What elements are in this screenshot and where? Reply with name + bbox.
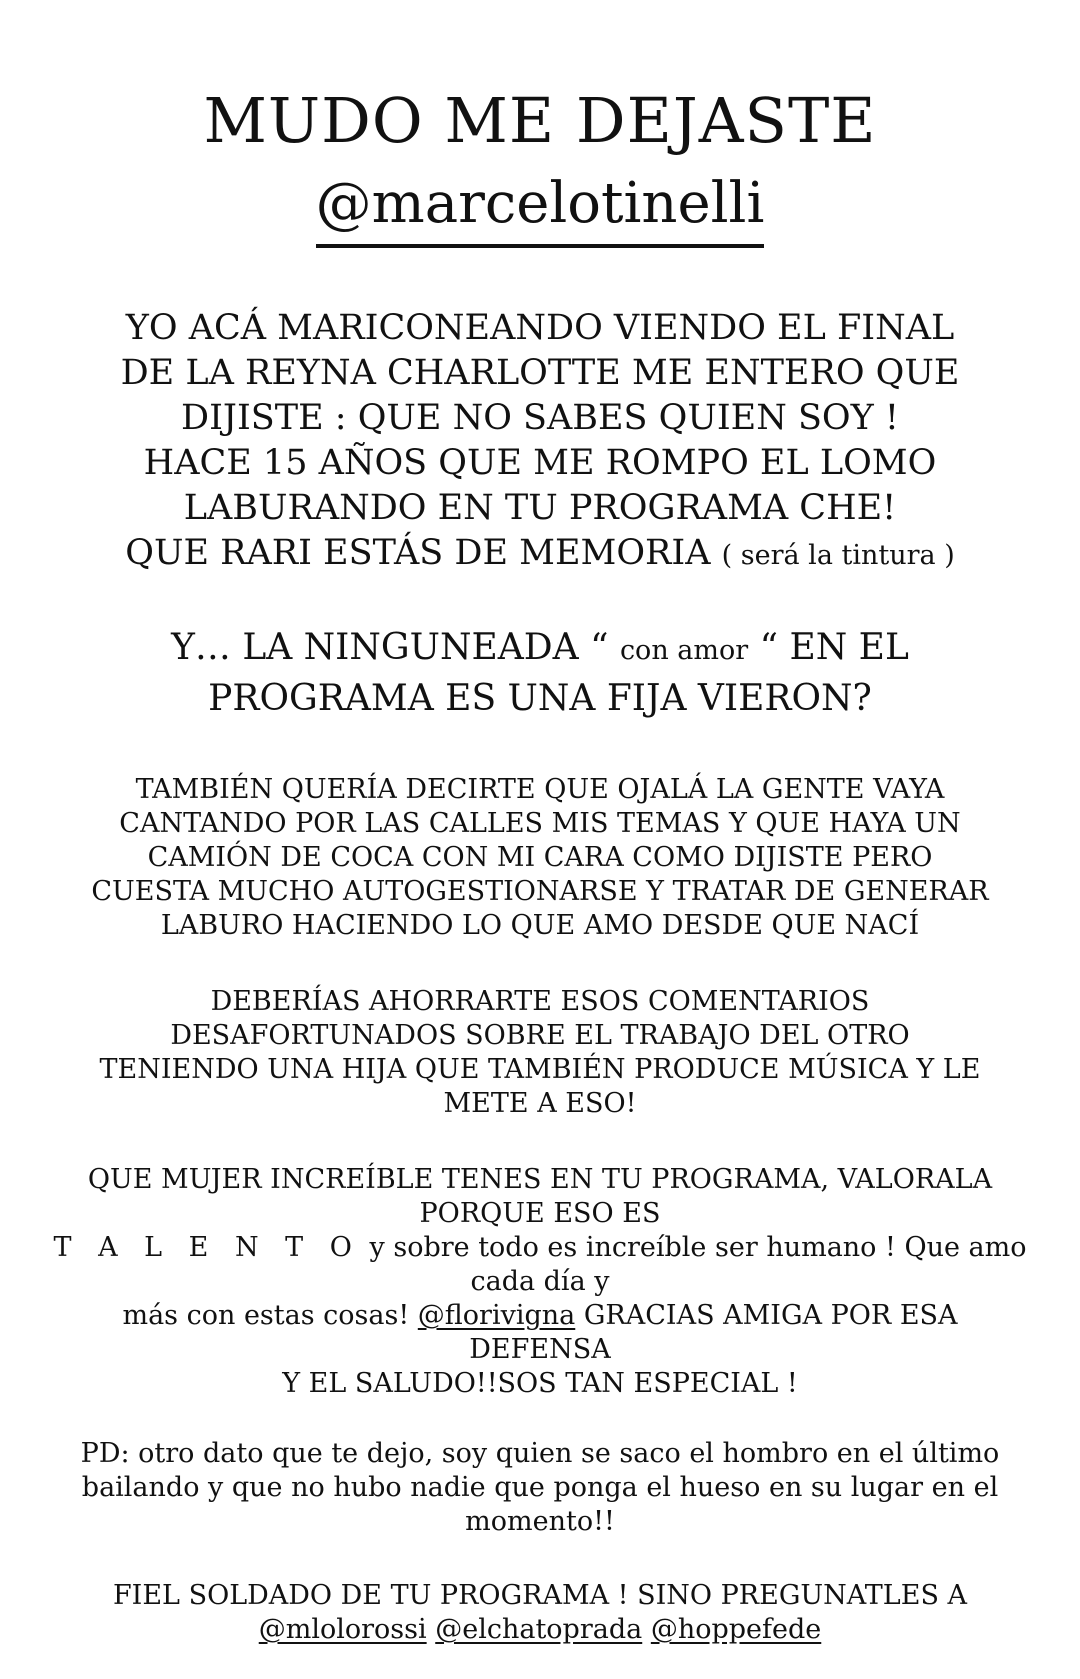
mention-mlolorossi[interactable]: @mlolorossi <box>258 1614 427 1645</box>
text-line: YO ACÁ MARICONEANDO VIENDO EL FINAL <box>125 308 955 348</box>
text-line: DEBERÍAS AHORRARTE ESOS COMENTARIOS <box>210 986 870 1017</box>
text-line: METE A ESO! <box>443 1088 637 1119</box>
text-fragment: más con estas cosas! <box>122 1300 418 1331</box>
paragraph-ninguneada <box>40 624 1040 723</box>
text-line: QUE MUJER INCREÍBLE TENES EN TU PROGRAMA, VALORALA <box>87 1164 993 1195</box>
paragraph-deberias <box>80 985 1000 1121</box>
text-line: CAMIÓN DE COCA CON MI CARA COMO DIJISTE PERO <box>147 842 933 873</box>
text-line: LABURANDO EN TU PROGRAMA CHE! <box>183 488 897 528</box>
text-line: PROGRAMA ES UNA FIJA VIERON? <box>208 678 872 719</box>
paragraph-tambien <box>60 773 1020 943</box>
text-line <box>40 531 1040 578</box>
text-line: DIJISTE : QUE NO SABES QUIEN SOY ! <box>181 398 899 438</box>
text-line: FIEL SOLDADO DE TU PROGRAMA ! SINO PREGUNATLES A <box>112 1580 968 1611</box>
text-fragment: y sobre todo es increíble ser humano ! Que amo cada día y <box>360 1232 1027 1297</box>
text-line: TAMBIÉN QUERÍA DECIRTE QUE OJALÁ LA GENTE VAYA <box>135 774 945 805</box>
text-line: bailando y que no hubo nadie que ponga el hueso en su lugar en el <box>81 1472 999 1503</box>
text-line: momento!! <box>465 1506 615 1537</box>
text-fragment: GRACIAS AMIGA POR ESA DEFENSA <box>469 1300 958 1365</box>
mentions-line <box>40 1613 1040 1647</box>
text-line <box>50 1299 1030 1367</box>
text-fragment: QUE RARI ESTÁS DE MEMORIA <box>125 533 711 573</box>
mention-florivigna[interactable]: @florivigna <box>417 1300 576 1331</box>
page-title: MUDO ME DEJASTE <box>203 84 877 157</box>
text-line: HACE 15 AÑOS QUE ME ROMPO EL LOMO <box>143 443 937 483</box>
text-line: PD: otro dato que te dejo, soy quien se saco el hombro en el último <box>80 1438 1000 1469</box>
text-line: CANTANDO POR LAS CALLES MIS TEMAS Y QUE HAYA UN <box>119 808 961 839</box>
text-line: PORQUE ESO ES <box>419 1198 661 1229</box>
mention-hoppefede[interactable]: @hoppefede <box>650 1614 822 1645</box>
mention-elchatoprada[interactable]: @elchatoprada <box>435 1614 643 1645</box>
paragraph-intro <box>40 306 1040 578</box>
paragraph-mujer-increible <box>50 1163 1030 1401</box>
text-line: Y EL SALUDO!!SOS TAN ESPECIAL ! <box>282 1368 798 1399</box>
text-line <box>50 1231 1030 1299</box>
text-line: DE LA REYNA CHARLOTTE ME ENTERO QUE <box>120 353 960 393</box>
text-fragment: “ EN EL <box>759 627 909 668</box>
mention-marcelotinelli[interactable]: @marcelotinelli <box>316 168 765 248</box>
text-line: DESAFORTUNADOS SOBRE EL TRABAJO DEL OTRO <box>170 1020 910 1051</box>
text-fragment-small: ( será la tintura ) <box>721 540 955 571</box>
paragraph-pd <box>70 1437 1010 1539</box>
text-fragment-talento: T A L E N T O <box>53 1232 361 1263</box>
text-line: TENIENDO UNA HIJA QUE TAMBIÉN PRODUCE MÚSICA Y LE <box>99 1054 981 1085</box>
text-fragment-small: con amor <box>619 635 749 666</box>
text-line: CUESTA MUCHO AUTOGESTIONARSE Y TRATAR DE GENERAR <box>91 876 989 907</box>
text-line: LABURO HACIENDO LO QUE AMO DESDE QUE NACÍ <box>160 910 920 941</box>
paragraph-fiel-soldado <box>40 1579 1040 1647</box>
text-fragment: Y… LA NINGUNEADA “ <box>171 627 609 668</box>
text-line <box>40 624 1040 675</box>
